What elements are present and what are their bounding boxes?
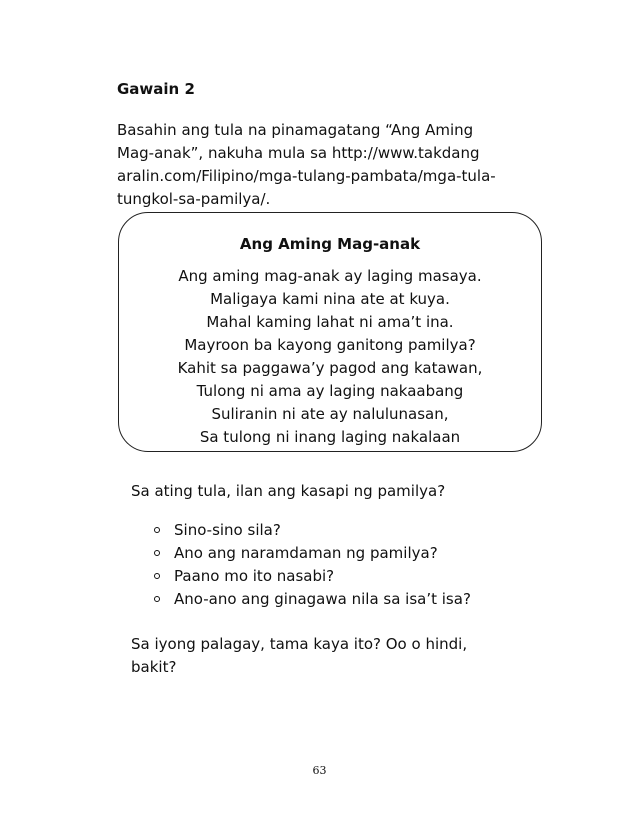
bullet-icon — [154, 527, 160, 533]
poem-line: Sa tulong ni inang laging nakalaan — [199, 428, 461, 446]
instructions-line: Basahin ang tula na pinamagatang “Ang Aming — [117, 121, 474, 139]
main-question: Sa ating tula, ilan ang kasapi ng pamilya? — [131, 482, 446, 500]
poem-line: Mayroon ba kayong ganitong pamilya? — [184, 336, 476, 354]
sub-question-text: Paano mo ito nasabi? — [174, 567, 335, 585]
instructions-paragraph — [117, 119, 557, 211]
sub-question-text: Sino-sino sila? — [174, 521, 281, 539]
sub-question-item — [151, 542, 471, 565]
sub-question-list — [151, 519, 471, 611]
closing-line: bakit? — [131, 658, 177, 676]
sub-question-text: Ano-ano ang ginagawa nila sa isa’t isa? — [174, 590, 471, 608]
activity-heading: Gawain 2 — [117, 80, 195, 98]
sub-question-item — [151, 565, 471, 588]
instructions-line: Mag-anak”, nakuha mula sa http://www.takdang — [117, 144, 480, 162]
sub-question-item — [151, 588, 471, 611]
instructions-line: aralin.com/Filipino/mga-tulang-pambata/mga-tula- — [117, 167, 496, 185]
closing-question — [131, 633, 551, 679]
poem-line: Mahal kaming lahat ni ama’t ina. — [206, 313, 454, 331]
bullet-icon — [154, 573, 160, 579]
poem-box — [118, 212, 542, 452]
sub-question-item — [151, 519, 471, 542]
bullet-icon — [154, 596, 160, 602]
closing-line: Sa iyong palagay, tama kaya ito? Oo o hindi, — [131, 635, 468, 653]
poem-line: Ang aming mag-anak ay laging masaya. — [178, 267, 482, 285]
poem-title: Ang Aming Mag-anak — [239, 235, 421, 253]
instructions-line: tungkol-sa-pamilya/. — [117, 190, 271, 208]
poem-line: Kahit sa paggawa’y pagod ang katawan, — [177, 359, 483, 377]
sub-question-text: Ano ang naramdaman ng pamilya? — [174, 544, 438, 562]
poem-line: Tulong ni ama ay laging nakaabang — [196, 382, 464, 400]
poem-lines — [119, 265, 541, 449]
poem-line: Maligaya kami nina ate at kuya. — [210, 290, 450, 308]
bullet-icon — [154, 550, 160, 556]
poem-line: Suliranin ni ate ay nalulunasan, — [211, 405, 449, 423]
page-number: 63 — [312, 764, 327, 777]
